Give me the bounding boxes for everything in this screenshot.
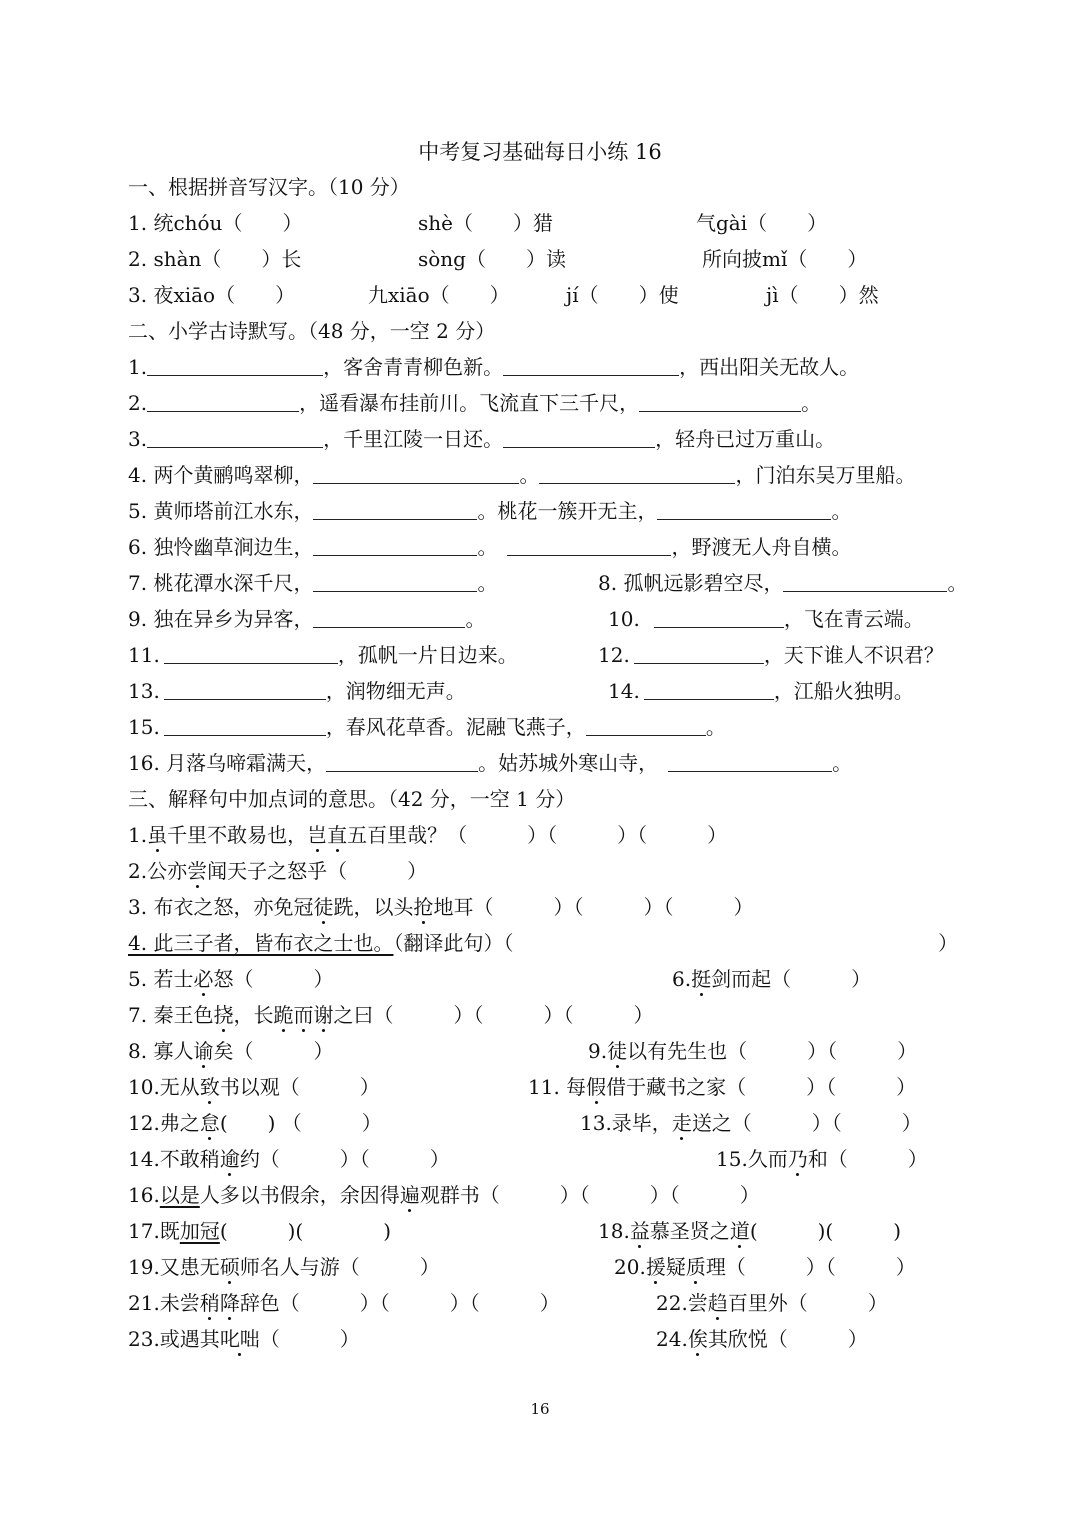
pinyin-item: jí（ ）使 <box>566 283 679 307</box>
dotted-word: 俟 <box>687 1327 708 1351</box>
page-title: 中考复习基础每日小练 16 <box>418 140 662 164</box>
question-5-6: 5. 若士必怒（ ） 6.挺剑而起（ ） <box>128 967 872 991</box>
answer-blank[interactable] <box>639 389 801 412</box>
answer-blank[interactable] <box>164 677 326 700</box>
dotted-word: 直 <box>327 823 348 847</box>
dotted-word: 虽 <box>147 823 168 847</box>
answer-blank[interactable] <box>164 641 338 664</box>
dotted-word: 假 <box>586 1075 607 1099</box>
answer-blank[interactable] <box>326 749 478 772</box>
answer-blank[interactable] <box>644 677 774 700</box>
answer-blank[interactable] <box>164 713 326 736</box>
dotted-word: 谢 <box>313 1003 334 1027</box>
question-23-24: 23.或遇其叱咄（ ） 24.俟其欣悦（ ） <box>128 1327 868 1351</box>
question-2: 2.公亦尝闻天子之怒乎（ ） <box>128 859 428 883</box>
dotted-word: 致 <box>199 1075 220 1099</box>
dotted-word: 谕 <box>193 1039 214 1063</box>
answer-blank[interactable] <box>147 389 299 412</box>
answer-blank[interactable] <box>313 533 477 556</box>
section-2-heading: 二、小学古诗默写。（48 分，一空 2 分） <box>128 319 496 343</box>
dotted-word: 道 <box>729 1219 750 1243</box>
question-12-13: 12.弗之怠( ) （ ） 13.录毕，走送之（ ）（ ） <box>128 1111 922 1135</box>
pinyin-item: 九xiāo（ ） <box>368 283 510 307</box>
question-3: 3. 布衣之怒，亦免冠徒跣，以头抢地耳（ ）（ ）（ ） <box>128 895 754 919</box>
dotted-word: 怠 <box>199 1111 220 1135</box>
dotted-word: 挠 <box>213 1003 234 1027</box>
poem-line-3: 3. ，千里江陵一日还。 ，轻舟已过万重山。 <box>128 427 836 451</box>
dotted-word: 趋 <box>707 1291 728 1315</box>
pinyin-item: jì（ ）然 <box>766 283 879 307</box>
dotted-word: 必 <box>193 967 214 991</box>
answer-blank[interactable] <box>586 713 706 736</box>
dotted-word: 而 <box>293 1003 314 1027</box>
pinyin-item: 所向披mǐ（ ） <box>702 247 868 271</box>
pinyin-item: sòng（ ）读 <box>418 247 566 271</box>
answer-blank[interactable] <box>147 425 323 448</box>
poem-line-9-10: 9. 独在异乡为异客， 。 10. ，飞在青云端。 <box>128 607 924 631</box>
poem-line-1: 1. ，客舍青青柳色新。 ，西出阳关无故人。 <box>128 355 860 379</box>
dotted-word: 益 <box>629 1219 650 1243</box>
underlined-word: 以是 <box>159 1183 200 1207</box>
pinyin-item: 气gài（ ） <box>696 211 828 235</box>
answer-blank[interactable] <box>668 749 832 772</box>
question-14-15: 14.不敢稍逾约（ ）（ ） 15.久而乃和（ ） <box>128 1147 928 1171</box>
dotted-word: 挺 <box>691 967 712 991</box>
answer-blank[interactable] <box>657 497 831 520</box>
answer-blank[interactable] <box>147 353 323 376</box>
poem-line-13-14: 13. ，润物细无声。 14. ，江船火独明。 <box>128 679 914 703</box>
answer-blank[interactable] <box>539 461 735 484</box>
answer-blank[interactable] <box>654 605 784 628</box>
poem-line-6: 6. 独怜幽草涧边生， 。 ，野渡无人舟自横。 <box>128 535 852 559</box>
answer-blank[interactable] <box>634 641 764 664</box>
pinyin-item: shè（ ）猎 <box>418 211 553 235</box>
dotted-word: 跪 <box>273 1003 294 1027</box>
question-8-9: 8. 寡人谕矣（ ） 9.徒以有先生也（ ）（ ） <box>128 1039 918 1063</box>
dotted-word: 援 <box>645 1255 666 1279</box>
section-1-heading: 一、根据拼音写汉字。（10 分） <box>128 175 410 199</box>
pinyin-item: 1. 统chóu（ ） <box>128 211 303 235</box>
answer-blank[interactable] <box>783 569 947 592</box>
dotted-word: 稍 <box>199 1291 220 1315</box>
poem-line-2: 2. ，遥看瀑布挂前川。飞流直下三千尺， 。 <box>128 391 822 415</box>
question-21-22: 21.未尝稍降辞色（ ）（ ）（ ） 22.尝趋百里外（ ） <box>128 1291 888 1315</box>
dotted-word: 走 <box>671 1111 692 1135</box>
dotted-word: 叱咄 <box>219 1327 260 1351</box>
poem-line-4: 4. 两个黄鹂鸣翠柳， 。 ，门泊东吴万里船。 <box>128 463 916 487</box>
pinyin-item: 2. shàn（ ）长 <box>128 247 302 271</box>
underlined-sentence: 4. 此三子者，皆布衣之士也。 <box>128 931 394 955</box>
dotted-word: 抢 <box>413 895 434 919</box>
dotted-word: 岂 <box>307 823 328 847</box>
pinyin-item: 3. 夜xiāo（ ） <box>128 283 296 307</box>
poem-line-7-8: 7. 桃花潭水深千尺， 。 8. 孤帆远影碧空尽， 。 <box>128 571 968 595</box>
question-1: 1.虽千里不敢易也，岂直五百里哉？（ ）（ ）（ ） <box>128 823 728 847</box>
page-number: 16 <box>530 1400 550 1418</box>
answer-blank[interactable] <box>313 497 477 520</box>
question-17-18: 17.既加冠( )( ) 18.益慕圣贤之道( )( ) <box>128 1219 902 1243</box>
poem-line-11-12: 11. ，孤帆一片日边来。 12. ，天下谁人不识君？ <box>128 643 944 667</box>
answer-blank[interactable] <box>503 353 679 376</box>
poem-line-5: 5. 黄师塔前江水东， 。桃花一簇开无主， 。 <box>128 499 852 523</box>
question-7: 7. 秦王色挠，长跪而谢之曰（ ）（ ）（ ） <box>128 1003 654 1027</box>
dotted-word: 徒 <box>607 1039 628 1063</box>
question-4: 4. 此三子者，皆布衣之士也。（翻译此句）（ ） <box>128 931 958 955</box>
poem-line-16: 16. 月落乌啼霜满天， 。姑苏城外寒山寺， 。 <box>128 751 853 775</box>
question-16: 16.以是人多以书假余，余因得遍观群书（ ）（ ）（ ） <box>128 1183 760 1207</box>
dotted-word: 硕 <box>219 1255 240 1279</box>
dotted-word: 徒 <box>313 895 334 919</box>
dotted-word: 乃 <box>787 1147 808 1171</box>
dotted-word: 降 <box>219 1291 240 1315</box>
dotted-word: 尝 <box>187 859 208 883</box>
poem-line-15: 15. ，春风花草香。泥融飞燕子， 。 <box>128 715 726 739</box>
dotted-word: 遍 <box>399 1183 420 1207</box>
answer-blank[interactable] <box>313 569 477 592</box>
dotted-word: 逾 <box>219 1147 240 1171</box>
answer-blank[interactable] <box>503 425 655 448</box>
section-3-heading: 三、解释句中加点词的意思。（42 分，一空 1 分） <box>128 787 576 811</box>
answer-blank[interactable] <box>313 605 465 628</box>
dotted-word: 质 <box>685 1255 706 1279</box>
underlined-word: 加冠 <box>179 1219 220 1243</box>
answer-blank[interactable] <box>507 533 671 556</box>
answer-blank[interactable] <box>313 461 519 484</box>
question-19-20: 19.又患无硕师名人与游（ ） 20.援疑质理（ ）（ ） <box>128 1255 916 1279</box>
question-10-11: 10.无从致书以观（ ） 11. 每假借于藏书之家（ ）（ ） <box>128 1075 917 1099</box>
